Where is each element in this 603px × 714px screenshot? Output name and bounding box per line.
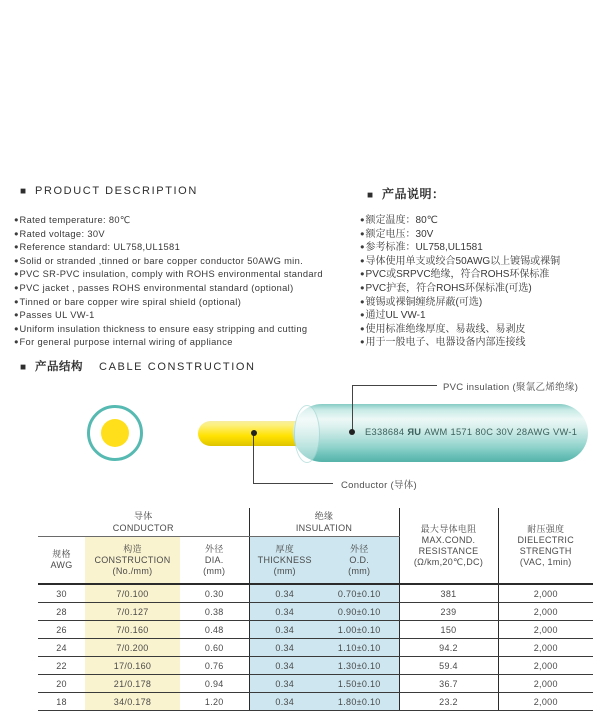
table-row [38,657,593,675]
list-item: ●额定电压：30V [360,228,434,240]
cell-awg: 24 [38,639,85,657]
cell-awg: 22 [38,657,85,675]
cell-dielectric: 2,000 [498,675,593,693]
list-item: ●通过UL VW-1 [360,310,426,322]
bullet-icon: ● [360,337,365,347]
list-item: ●Tinned or bare copper wire spiral shield (optional) [14,296,242,307]
cell-resistance: 36.7 [399,675,498,693]
cable-end-cap [294,405,320,463]
bullet-icon: ● [14,337,19,347]
list-item: ●Solid or stranded ,tinned or bare copper conductor 50AWG min. [14,255,304,266]
section-square-icon: ■ [20,362,27,373]
bullet-icon: ● [14,296,19,306]
header-resistance: 最大导体电阻 MAX.COND. RESISTANCE (Ω/km,20℃,DC) [399,508,498,584]
cell-resistance: 23.2 [399,693,498,711]
cell-dia: 0.38 [180,603,249,621]
cell-od: 1.50±0.10 [320,675,399,693]
insulation-leader-dot [349,429,355,435]
cell-od: 1.10±0.10 [320,639,399,657]
group-conductor: 导体 CONDUCTOR [38,508,249,537]
cell-od: 1.30±0.10 [320,657,399,675]
cell-construction: 7/0.100 [85,584,180,603]
cell-construction: 7/0.127 [85,603,180,621]
list-item: ●Reference standard: UL758,UL1581 [14,242,181,253]
table-row [38,693,593,711]
bullet-icon: ● [360,296,365,306]
product-description-list-zh [360,213,600,349]
cell-awg: 28 [38,603,85,621]
cell-thickness: 0.34 [249,675,320,693]
bullet-icon: ● [360,323,365,333]
bullet-icon: ● [14,269,19,279]
list-item: ●For general purpose internal wiring of appliance [14,337,233,348]
header-awg: 规格 AWG [38,537,85,585]
cell-dia: 0.76 [180,657,249,675]
cell-dia: 0.30 [180,584,249,603]
header-thickness: 厚度 THICKNESS (mm) [249,537,320,585]
bullet-icon: ● [14,282,19,292]
cell-od: 0.70±0.10 [320,584,399,603]
section-square-icon: ■ [367,190,374,201]
cell-construction: 21/0.178 [85,675,180,693]
bullet-icon: ● [360,310,365,320]
table-row [38,621,593,639]
group-insulation: 绝缘 INSULATION [249,508,399,537]
bullet-icon: ● [14,310,19,320]
ul-recognized-icon: ЯU [407,427,422,437]
cell-construction: 34/0.178 [85,693,180,711]
table-body [38,584,593,711]
cell-thickness: 0.34 [249,584,320,603]
list-item: ●镀锡或裸铜缠绕屏蔽(可选) [360,296,483,308]
cell-dia: 0.94 [180,675,249,693]
table-row [38,603,593,621]
list-item: ●PVC SR-PVC insulation, comply with ROHS environmental standard [14,269,323,280]
cell-od: 0.90±0.10 [320,603,399,621]
table-row [38,675,593,693]
bullet-icon: ● [14,242,19,252]
cell-resistance: 381 [399,584,498,603]
list-item: ●使用标准绝缘厚度、易裁线、易剥皮 [360,323,526,335]
cell-od: 1.00±0.10 [320,621,399,639]
bullet-icon: ● [14,228,19,238]
cell-dielectric: 2,000 [498,657,593,675]
cell-awg: 18 [38,693,85,711]
bullet-icon: ● [14,323,19,333]
bullet-icon: ● [360,255,365,265]
conductor-leader-hline [253,483,333,484]
cell-resistance: 94.2 [399,639,498,657]
bullet-icon: ● [360,242,365,252]
cell-dia: 1.20 [180,693,249,711]
list-item: ●用于一般电子、电器设备内部连接线 [360,337,526,349]
cable-marking: E338684 ЯU AWM 1571 80C 30V 28AWG VW-1 [365,427,578,437]
header-dia: 外径 DIA. (mm) [180,537,249,585]
list-item: ●Uniform insulation thickness to ensure easy stripping and cutting [14,323,308,334]
cell-resistance: 150 [399,621,498,639]
cell-dia: 0.60 [180,639,249,657]
list-item: ●参考标准：UL758,UL1581 [360,242,483,254]
bullet-icon: ● [360,269,365,279]
product-description-title: ■ PRODUCT DESCRIPTION [20,185,198,197]
cell-dielectric: 2,000 [498,639,593,657]
conductor-label: Conductor (导体) [341,480,417,491]
cell-resistance: 239 [399,603,498,621]
table-row [38,639,593,657]
list-item: ●Passes UL VW-1 [14,310,95,321]
conductor-leader-dot [251,430,257,436]
section-square-icon: ■ [20,186,27,197]
cell-dielectric: 2,000 [498,584,593,603]
conductor-core-dot [101,419,129,447]
insulation-leader-vline [352,385,353,431]
list-item: ●PVC护套，符合ROHS环保标准(可选) [360,282,532,294]
bullet-icon: ● [360,215,365,224]
group-header-row [38,508,593,537]
list-item: ●额定温度：80℃ [360,215,438,226]
insulation-label: PVC insulation (聚氯乙烯绝缘) [443,382,579,393]
bullet-icon: ● [360,282,365,292]
spec-table [38,508,593,711]
cell-awg: 30 [38,584,85,603]
cell-dielectric: 2,000 [498,621,593,639]
table-row [38,584,593,603]
cell-thickness: 0.34 [249,603,320,621]
bullet-icon: ● [14,255,19,265]
cell-awg: 26 [38,621,85,639]
product-description-title-zh: ■ 产品说明： [367,187,445,201]
cell-od: 1.80±0.10 [320,693,399,711]
cable-construction-title: ■ 产品结构 CABLE CONSTRUCTION [20,361,256,373]
cell-construction: 7/0.160 [85,621,180,639]
cable-cross-section [87,405,143,461]
conductor-leader-vline [253,433,254,484]
header-od: 外径 O.D. (mm) [320,537,399,585]
cell-dielectric: 2,000 [498,693,593,711]
bullet-icon: ● [14,215,19,224]
header-dielectric: 耐压强度 DIELECTRIC STRENGTH (VAC, 1min) [498,508,593,584]
cell-resistance: 59.4 [399,657,498,675]
product-description-list-en [14,213,366,349]
bullet-icon: ● [360,228,365,238]
header-construction: 构造 CONSTRUCTION (No./mm) [85,537,180,585]
cell-dielectric: 2,000 [498,603,593,621]
list-item: ●PVC jacket , passes ROHS environmental standard (optional) [14,282,294,293]
cell-thickness: 0.34 [249,639,320,657]
list-item: ●Rated temperature: 80℃ [14,215,131,225]
cell-awg: 20 [38,675,85,693]
list-item: ●Rated voltage: 30V [14,228,105,239]
cell-construction: 7/0.200 [85,639,180,657]
insulation-leader-hline [352,385,437,386]
list-item: ●导体使用单支或绞合50AWG以上镀锡或裸铜 [360,255,561,267]
cell-thickness: 0.34 [249,621,320,639]
cell-construction: 17/0.160 [85,657,180,675]
list-item: ●PVC或SRPVC绝缘，符合ROHS环保标准 [360,269,550,281]
cell-thickness: 0.34 [249,693,320,711]
cell-thickness: 0.34 [249,657,320,675]
cell-dia: 0.48 [180,621,249,639]
